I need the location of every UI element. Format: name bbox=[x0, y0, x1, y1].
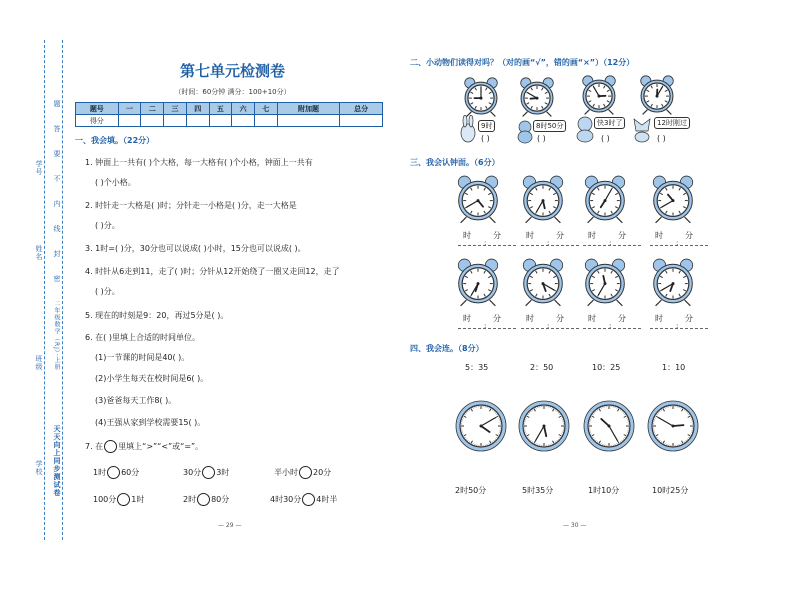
digital-time: 2：50 bbox=[530, 363, 554, 372]
alarm-clock-icon bbox=[582, 255, 628, 307]
page-title: 第七单元检测卷 bbox=[179, 62, 285, 80]
compare-left: 半小时 bbox=[274, 468, 298, 477]
score-table-header bbox=[76, 103, 383, 115]
hour-label: 时 bbox=[526, 314, 534, 323]
hour-label: 时 bbox=[588, 231, 596, 240]
rabbit-icon bbox=[456, 115, 480, 143]
minute-label: 分 bbox=[685, 314, 693, 323]
answer-bubble: 8时50分 bbox=[533, 120, 566, 132]
hour-label: 时 bbox=[655, 314, 663, 323]
compare-left: 30分 bbox=[183, 468, 202, 477]
answer-paren[interactable]: ( ) bbox=[657, 134, 666, 143]
score-row bbox=[76, 115, 383, 127]
compare-right: 4时半 bbox=[316, 495, 338, 504]
compare-left: 4时30分 bbox=[270, 495, 302, 504]
alarm-clock-icon bbox=[580, 73, 618, 115]
compare-circle[interactable] bbox=[302, 493, 315, 506]
wall-clock-icon bbox=[518, 400, 570, 452]
alarm-clock-icon bbox=[462, 75, 500, 117]
time-text: 1时10分 bbox=[588, 486, 620, 495]
compare-right: 80分 bbox=[211, 495, 230, 504]
sidebar-char: 内 bbox=[53, 200, 61, 208]
alarm-clock-icon bbox=[518, 75, 556, 117]
score-cell[interactable] bbox=[164, 115, 187, 127]
sidebar-char: 答 bbox=[53, 125, 61, 133]
compare-item bbox=[93, 493, 144, 506]
score-cell[interactable] bbox=[186, 115, 209, 127]
cut-line bbox=[44, 40, 45, 540]
minute-label: 分 bbox=[556, 231, 564, 240]
page-number-left: — 29 — bbox=[218, 522, 242, 529]
alarm-clock-icon bbox=[520, 255, 566, 307]
sidebar-char: 要 bbox=[53, 150, 61, 158]
compare-left: 1时 bbox=[93, 468, 107, 477]
compare-item bbox=[93, 466, 139, 479]
hour-label: 时 bbox=[463, 314, 471, 323]
sidebar-char: 线 bbox=[53, 225, 61, 233]
score-cell[interactable] bbox=[141, 115, 164, 127]
hour-label: 时 bbox=[655, 231, 663, 240]
question-6-2: (2)小学生每天在校时间是6( )。 bbox=[95, 374, 209, 383]
alarm-clock-icon bbox=[582, 172, 628, 224]
compare-right: 20分 bbox=[313, 468, 332, 477]
fox-icon bbox=[630, 115, 654, 143]
score-cell[interactable] bbox=[118, 115, 141, 127]
question-1: 1. 钟面上一共有( )个大格，每一大格有( )个小格，钟面上一共有 bbox=[85, 158, 313, 167]
question-7-pre: 7. 在 bbox=[85, 442, 104, 451]
compare-item bbox=[183, 466, 229, 479]
compare-right: 3时 bbox=[216, 468, 230, 477]
question-6-3: (3)爸爸每天工作8( )。 bbox=[95, 396, 177, 405]
class-label: 班级 bbox=[35, 355, 43, 371]
circle-icon bbox=[104, 440, 117, 453]
score-cell[interactable] bbox=[209, 115, 232, 127]
header-cell: 总分 bbox=[340, 103, 383, 115]
question-3: 3. 1时=( )分，30分也可以说成( )小时，15分也可以说成( )。 bbox=[85, 244, 306, 253]
header-cell: 三 bbox=[164, 103, 187, 115]
question-7 bbox=[85, 440, 203, 453]
minute-label: 分 bbox=[618, 231, 626, 240]
compare-item bbox=[183, 493, 229, 506]
sidebar-char: 封 bbox=[53, 250, 61, 258]
score-cell[interactable] bbox=[232, 115, 255, 127]
hour-label: 时 bbox=[588, 314, 596, 323]
question-6-4: (4)王强从家到学校需要15( )。 bbox=[95, 418, 206, 427]
compare-circle[interactable] bbox=[202, 466, 215, 479]
minute-label: 分 bbox=[493, 231, 501, 240]
wall-clock-icon bbox=[455, 400, 507, 452]
section-3-heading: 三、我会认钟面。（6分） bbox=[410, 158, 500, 167]
name-label: 姓名 bbox=[35, 245, 43, 261]
bear-icon bbox=[574, 115, 596, 143]
header-cell: 七 bbox=[255, 103, 278, 115]
question-4-cont: ( )分。 bbox=[95, 287, 120, 296]
sidebar-char: 题 bbox=[53, 100, 61, 108]
compare-circle[interactable] bbox=[117, 493, 130, 506]
score-cell[interactable] bbox=[277, 115, 340, 127]
compare-left: 2时 bbox=[183, 495, 197, 504]
answer-paren[interactable]: ( ) bbox=[537, 134, 546, 143]
time-text: 5时35分 bbox=[522, 486, 554, 495]
compare-left: 100分 bbox=[93, 495, 117, 504]
alarm-clock-icon bbox=[455, 255, 501, 307]
alarm-clock-icon bbox=[455, 172, 501, 224]
section-4-heading: 四、我会连。（8分） bbox=[410, 344, 484, 353]
digital-time: 10：25 bbox=[592, 363, 621, 372]
series-label: 天天向上同步测试卷 bbox=[53, 425, 61, 497]
bird-icon bbox=[514, 118, 536, 144]
exam-info: （时间：60分钟 满分：100+10分） bbox=[174, 88, 291, 96]
alarm-clock-icon bbox=[638, 73, 676, 115]
answer-bubble: 快3时了 bbox=[594, 117, 625, 129]
time-text: 10时25分 bbox=[652, 486, 689, 495]
score-cell[interactable] bbox=[255, 115, 278, 127]
wall-clock-icon bbox=[583, 400, 635, 452]
hour-label: 时 bbox=[526, 231, 534, 240]
question-2-cont: ( )分。 bbox=[95, 221, 120, 230]
header-cell: 四 bbox=[186, 103, 209, 115]
header-cell: 附加题 bbox=[277, 103, 340, 115]
digital-time: 1：10 bbox=[662, 363, 686, 372]
cut-line-inner bbox=[62, 40, 63, 540]
sidebar-char: 不 bbox=[53, 175, 61, 183]
compare-circle[interactable] bbox=[107, 466, 120, 479]
sidebar-char: 密 bbox=[53, 275, 61, 283]
minute-label: 分 bbox=[618, 314, 626, 323]
question-5: 5. 现在的时刻是9：20，再过5分是( )。 bbox=[85, 311, 229, 320]
header-cell: 五 bbox=[209, 103, 232, 115]
section-2-heading: 二、小动物们读得对吗？（对的画“√”，错的画“×”）（12分） bbox=[410, 58, 635, 67]
question-6-1: (1)一节课的时间是40( )。 bbox=[95, 353, 190, 362]
time-text: 2时50分 bbox=[455, 486, 487, 495]
compare-right: 60分 bbox=[121, 468, 140, 477]
header-cell: 六 bbox=[232, 103, 255, 115]
wall-clock-icon bbox=[647, 400, 699, 452]
score-table bbox=[75, 102, 383, 127]
compare-item bbox=[270, 493, 337, 506]
question-7-post: 里填上“>”“<”或“=”。 bbox=[118, 442, 204, 451]
hour-label: 时 bbox=[463, 231, 471, 240]
row-label: 得分 bbox=[76, 115, 119, 127]
header-cell: 一 bbox=[118, 103, 141, 115]
grade-label: 二年级数学（RJ）·上册 bbox=[53, 300, 60, 371]
answer-paren[interactable]: ( ) bbox=[601, 134, 610, 143]
compare-right: 1时 bbox=[131, 495, 145, 504]
question-1-cont: ( )个小格。 bbox=[95, 178, 136, 187]
digital-time: 5：35 bbox=[465, 363, 489, 372]
minute-label: 分 bbox=[685, 231, 693, 240]
alarm-clock-icon bbox=[520, 172, 566, 224]
answer-bubble: 12时刚过 bbox=[654, 117, 690, 129]
student-id-label: 学号 bbox=[35, 160, 43, 176]
compare-circle[interactable] bbox=[197, 493, 210, 506]
answer-paren[interactable]: ( ) bbox=[481, 134, 490, 143]
question-4: 4. 时针从6走到11，走了( )时；分针从12开始绕了一圈又走回12，走了 bbox=[85, 267, 340, 276]
question-2: 2. 时针走一大格是( )时；分针走一小格是( )分，走一大格是 bbox=[85, 201, 297, 210]
compare-circle[interactable] bbox=[299, 466, 312, 479]
alarm-clock-icon bbox=[650, 255, 696, 307]
minute-label: 分 bbox=[493, 314, 501, 323]
alarm-clock-icon bbox=[650, 172, 696, 224]
school-label: 学校 bbox=[35, 460, 43, 476]
answer-bubble: 9时 bbox=[478, 120, 495, 132]
minute-label: 分 bbox=[556, 314, 564, 323]
page-number-right: — 30 — bbox=[563, 522, 587, 529]
question-6: 6. 在( )里填上合适的时间单位。 bbox=[85, 333, 200, 342]
score-cell[interactable] bbox=[340, 115, 383, 127]
compare-item bbox=[274, 466, 331, 479]
binding-sidebar bbox=[0, 40, 70, 540]
header-cell: 二 bbox=[141, 103, 164, 115]
section-1-heading: 一、我会填。（22分） bbox=[75, 136, 155, 145]
header-cell: 题号 bbox=[76, 103, 119, 115]
